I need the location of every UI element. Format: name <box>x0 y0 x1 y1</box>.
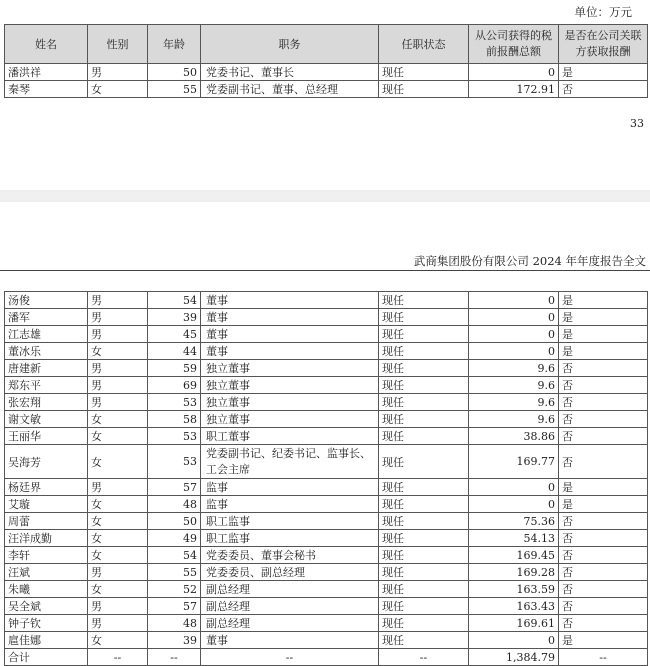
related-cell: 否 <box>559 394 648 411</box>
position-cell: 职工监事 <box>201 513 379 530</box>
age-cell: 54 <box>148 547 201 564</box>
gender-cell: 男 <box>88 292 148 309</box>
position-cell: 独立董事 <box>201 411 379 428</box>
name-cell: 潘军 <box>5 309 88 326</box>
position-cell: 党委副书记、纪委书记、监事长、工会主席 <box>201 445 379 479</box>
unit-label: 单位：万元 <box>574 5 632 19</box>
pay-cell: 172.91 <box>469 81 559 98</box>
age-cell: 50 <box>148 64 201 81</box>
age-cell: 44 <box>148 343 201 360</box>
status-cell: 现任 <box>379 564 469 581</box>
total-label: 合计 <box>5 649 88 666</box>
col-header-position: 职务 <box>201 25 379 64</box>
name-cell: 吴海芳 <box>5 445 88 479</box>
name-cell: 郑东平 <box>5 377 88 394</box>
pay-cell: 0 <box>469 292 559 309</box>
name-cell: 谢文敏 <box>5 411 88 428</box>
table-row <box>5 564 648 581</box>
age-cell: 53 <box>148 394 201 411</box>
table-row <box>5 615 648 632</box>
position-cell: 董事 <box>201 632 379 649</box>
age-cell: 69 <box>148 377 201 394</box>
name-cell: 吴全斌 <box>5 598 88 615</box>
gender-cell: 男 <box>88 64 148 81</box>
table-row <box>5 513 648 530</box>
gender-cell: 女 <box>88 343 148 360</box>
table-row <box>5 496 648 513</box>
age-cell: 39 <box>148 632 201 649</box>
col-header-status: 任职状态 <box>379 25 469 64</box>
total-gender: -- <box>88 649 148 666</box>
gender-cell: 男 <box>88 479 148 496</box>
name-cell: 汪洋成勤 <box>5 530 88 547</box>
status-cell: 现任 <box>379 428 469 445</box>
status-cell: 现任 <box>379 64 469 81</box>
gender-cell: 女 <box>88 496 148 513</box>
gender-cell: 男 <box>88 564 148 581</box>
age-cell: 55 <box>148 81 201 98</box>
table-row <box>5 360 648 377</box>
position-cell: 党委委员、副总经理 <box>201 564 379 581</box>
status-cell: 现任 <box>379 581 469 598</box>
related-cell: 否 <box>559 530 648 547</box>
table-row <box>5 632 648 649</box>
pay-cell: 0 <box>469 64 559 81</box>
pay-cell: 9.6 <box>469 377 559 394</box>
related-cell: 否 <box>559 615 648 632</box>
name-cell: 董冰乐 <box>5 343 88 360</box>
pay-cell: 54.13 <box>469 530 559 547</box>
status-cell: 现任 <box>379 360 469 377</box>
status-cell: 现任 <box>379 309 469 326</box>
compensation-table-continued <box>4 291 648 666</box>
gender-cell: 男 <box>88 360 148 377</box>
table-row <box>5 445 648 479</box>
header-rule <box>0 270 650 271</box>
related-cell: 是 <box>559 64 648 81</box>
col-header-related: 是否在公司关联方获取报酬 <box>559 25 648 64</box>
position-cell: 党委书记、董事长 <box>201 64 379 81</box>
pay-cell: 163.43 <box>469 598 559 615</box>
table-row <box>5 479 648 496</box>
total-position: -- <box>201 649 379 666</box>
related-cell: 是 <box>559 326 648 343</box>
name-cell: 王丽华 <box>5 428 88 445</box>
total-row <box>5 649 648 666</box>
col-header-pay: 从公司获得的税前报酬总额 <box>469 25 559 64</box>
pay-cell: 9.6 <box>469 394 559 411</box>
status-cell: 现任 <box>379 326 469 343</box>
table-row <box>5 81 648 98</box>
age-cell: 53 <box>148 445 201 479</box>
related-cell: 否 <box>559 411 648 428</box>
pay-cell: 0 <box>469 343 559 360</box>
report-header: 武商集团股份有限公司 2024 年年度报告全文 <box>413 254 646 268</box>
name-cell: 汤俊 <box>5 292 88 309</box>
age-cell: 52 <box>148 581 201 598</box>
age-cell: 57 <box>148 479 201 496</box>
table-row <box>5 530 648 547</box>
total-status: -- <box>379 649 469 666</box>
age-cell: 58 <box>148 411 201 428</box>
name-cell: 周蕾 <box>5 513 88 530</box>
table-row <box>5 326 648 343</box>
related-cell: 否 <box>559 360 648 377</box>
pay-cell: 75.36 <box>469 513 559 530</box>
pay-cell: 9.6 <box>469 411 559 428</box>
related-cell: 否 <box>559 81 648 98</box>
pay-cell: 169.45 <box>469 547 559 564</box>
related-cell: 否 <box>559 428 648 445</box>
gender-cell: 女 <box>88 547 148 564</box>
gender-cell: 女 <box>88 411 148 428</box>
table-row <box>5 581 648 598</box>
related-cell: 是 <box>559 309 648 326</box>
name-cell: 钟子钦 <box>5 615 88 632</box>
position-cell: 董事 <box>201 326 379 343</box>
age-cell: 59 <box>148 360 201 377</box>
table-row <box>5 411 648 428</box>
related-cell: 否 <box>559 513 648 530</box>
pay-cell: 0 <box>469 632 559 649</box>
status-cell: 现任 <box>379 81 469 98</box>
status-cell: 现任 <box>379 496 469 513</box>
table-header-row <box>5 25 648 64</box>
gender-cell: 女 <box>88 632 148 649</box>
related-cell: 否 <box>559 581 648 598</box>
status-cell: 现任 <box>379 547 469 564</box>
name-cell: 唐建新 <box>5 360 88 377</box>
pay-cell: 0 <box>469 496 559 513</box>
col-header-gender: 性别 <box>88 25 148 64</box>
name-cell: 扈佳娜 <box>5 632 88 649</box>
position-cell: 副总经理 <box>201 615 379 632</box>
age-cell: 53 <box>148 428 201 445</box>
status-cell: 现任 <box>379 632 469 649</box>
pay-cell: 0 <box>469 479 559 496</box>
gender-cell: 男 <box>88 309 148 326</box>
status-cell: 现任 <box>379 479 469 496</box>
pay-cell: 0 <box>469 309 559 326</box>
related-cell: 否 <box>559 547 648 564</box>
gender-cell: 女 <box>88 530 148 547</box>
position-cell: 董事 <box>201 343 379 360</box>
status-cell: 现任 <box>379 411 469 428</box>
status-cell: 现任 <box>379 513 469 530</box>
age-cell: 49 <box>148 530 201 547</box>
pay-cell: 0 <box>469 326 559 343</box>
name-cell: 江志雄 <box>5 326 88 343</box>
related-cell: 是 <box>559 292 648 309</box>
status-cell: 现任 <box>379 292 469 309</box>
name-cell: 汪斌 <box>5 564 88 581</box>
total-age: -- <box>148 649 201 666</box>
related-cell: 是 <box>559 496 648 513</box>
position-cell: 董事 <box>201 292 379 309</box>
position-cell: 监事 <box>201 496 379 513</box>
pay-cell: 169.61 <box>469 615 559 632</box>
name-cell: 李轩 <box>5 547 88 564</box>
table-row <box>5 428 648 445</box>
age-cell: 48 <box>148 615 201 632</box>
position-cell: 职工董事 <box>201 428 379 445</box>
position-cell: 党委委员、董事会秘书 <box>201 547 379 564</box>
age-cell: 54 <box>148 292 201 309</box>
status-cell: 现任 <box>379 598 469 615</box>
status-cell: 现任 <box>379 394 469 411</box>
position-cell: 独立董事 <box>201 360 379 377</box>
position-cell: 监事 <box>201 479 379 496</box>
age-cell: 55 <box>148 564 201 581</box>
status-cell: 现任 <box>379 615 469 632</box>
position-cell: 董事 <box>201 309 379 326</box>
age-cell: 48 <box>148 496 201 513</box>
pay-cell: 169.77 <box>469 445 559 479</box>
position-cell: 独立董事 <box>201 394 379 411</box>
position-cell: 职工监事 <box>201 530 379 547</box>
related-cell: 否 <box>559 445 648 479</box>
related-cell: 否 <box>559 564 648 581</box>
name-cell: 秦琴 <box>5 81 88 98</box>
page-number: 33 <box>630 117 644 130</box>
related-cell: 否 <box>559 377 648 394</box>
gender-cell: 男 <box>88 377 148 394</box>
gender-cell: 女 <box>88 513 148 530</box>
gender-cell: 男 <box>88 615 148 632</box>
position-cell: 独立董事 <box>201 377 379 394</box>
name-cell: 潘洪祥 <box>5 64 88 81</box>
table-row <box>5 309 648 326</box>
age-cell: 57 <box>148 598 201 615</box>
age-cell: 45 <box>148 326 201 343</box>
gender-cell: 男 <box>88 326 148 343</box>
gender-cell: 女 <box>88 581 148 598</box>
pay-cell: 169.28 <box>469 564 559 581</box>
related-cell: 是 <box>559 343 648 360</box>
status-cell: 现任 <box>379 445 469 479</box>
pay-cell: 9.6 <box>469 360 559 377</box>
table-row <box>5 394 648 411</box>
total-pay: 1,384.79 <box>469 649 559 666</box>
pay-cell: 38.86 <box>469 428 559 445</box>
page-gap <box>0 190 650 202</box>
table-row <box>5 64 648 81</box>
gender-cell: 女 <box>88 428 148 445</box>
status-cell: 现任 <box>379 530 469 547</box>
compensation-table-top <box>4 24 648 98</box>
status-cell: 现任 <box>379 343 469 360</box>
age-cell: 50 <box>148 513 201 530</box>
status-cell: 现任 <box>379 377 469 394</box>
related-cell: 否 <box>559 598 648 615</box>
table-row <box>5 547 648 564</box>
position-cell: 副总经理 <box>201 598 379 615</box>
position-cell: 副总经理 <box>201 581 379 598</box>
table-row <box>5 598 648 615</box>
col-header-age: 年龄 <box>148 25 201 64</box>
table-row <box>5 343 648 360</box>
table-row <box>5 292 648 309</box>
related-cell: 是 <box>559 632 648 649</box>
gender-cell: 男 <box>88 598 148 615</box>
pay-cell: 163.59 <box>469 581 559 598</box>
name-cell: 杨廷界 <box>5 479 88 496</box>
col-header-name: 姓名 <box>5 25 88 64</box>
name-cell: 艾璇 <box>5 496 88 513</box>
gender-cell: 男 <box>88 394 148 411</box>
name-cell: 张宏翔 <box>5 394 88 411</box>
related-cell: 是 <box>559 479 648 496</box>
name-cell: 朱曦 <box>5 581 88 598</box>
position-cell: 党委副书记、董事、总经理 <box>201 81 379 98</box>
total-related: -- <box>559 649 648 666</box>
gender-cell: 女 <box>88 445 148 479</box>
age-cell: 39 <box>148 309 201 326</box>
gender-cell: 女 <box>88 81 148 98</box>
table-row <box>5 377 648 394</box>
